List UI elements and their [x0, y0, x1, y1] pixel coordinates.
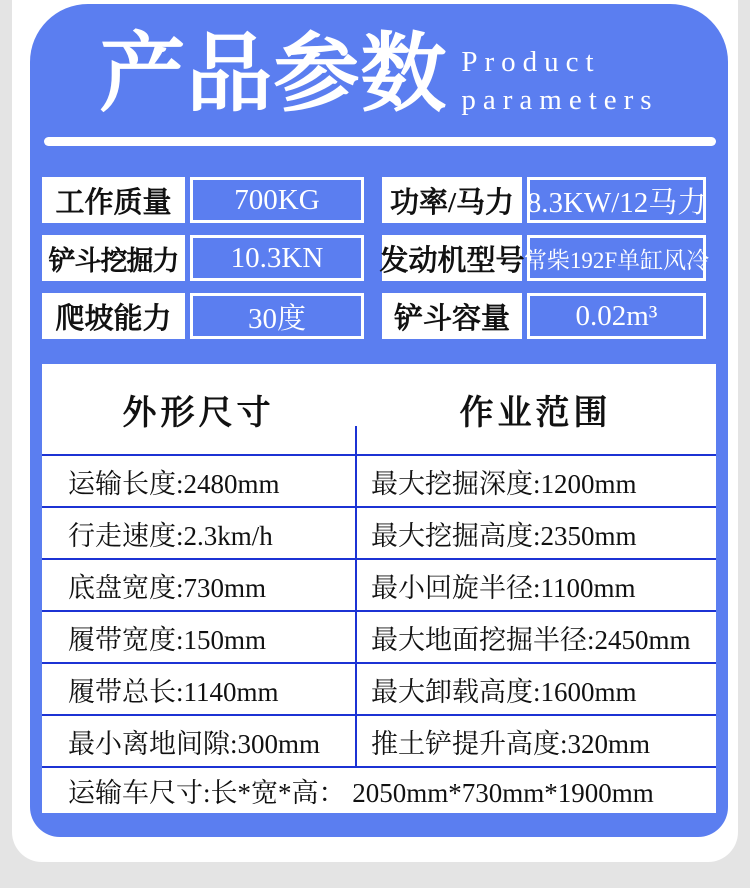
table-cell: 运输长度:2480mm — [68, 468, 280, 499]
page-title-en-line2: parameters — [461, 84, 659, 116]
spec-list — [30, 177, 728, 339]
table-cell: 履带总长:1140mm — [68, 676, 279, 707]
page-title-en — [461, 43, 658, 119]
table-cell: 最大地面挖掘半径:2450mm — [371, 624, 691, 655]
spec-label-power: 功率/马力 — [382, 177, 522, 223]
page-title-en-line1: Product — [461, 46, 601, 78]
table-row — [42, 716, 716, 768]
table-cell: 最大卸载高度:1600mm — [371, 676, 637, 707]
table-cell: 最大挖掘深度:1200mm — [371, 468, 637, 499]
spec-label-engine-model: 发动机型号 — [382, 235, 522, 281]
spec-label-climbing: 爬坡能力 — [42, 293, 185, 339]
table-vertical-divider — [355, 426, 357, 768]
spec-value-engine-model: 常柴192F单缸风冷 — [527, 235, 706, 281]
spec-label-bucket-capacity: 铲斗容量 — [382, 293, 522, 339]
table-footer-transport-size: 运输车尺寸:长*宽*高： 2050mm*730mm*1900mm — [68, 778, 654, 808]
table-row — [42, 456, 716, 508]
table-cell: 推土铲提升高度:320mm — [371, 728, 651, 759]
table-cell: 行走速度:2.3km/h — [68, 520, 273, 551]
table-header-row — [42, 364, 716, 456]
table-row — [42, 612, 716, 664]
spec-value-climbing: 30度 — [190, 293, 364, 339]
table-row — [42, 664, 716, 716]
table-cell: 底盘宽度:730mm — [68, 572, 267, 603]
header-divider — [44, 137, 716, 146]
spec-label-working-mass: 工作质量 — [42, 177, 185, 223]
spec-value-digging-force: 10.3KN — [190, 235, 364, 281]
product-parameters-panel — [30, 4, 728, 837]
dimensions-table — [42, 364, 716, 813]
spec-value-working-mass: 700KG — [190, 177, 364, 223]
table-row — [42, 508, 716, 560]
spec-row — [42, 235, 718, 281]
table-cell: 最小离地间隙:300mm — [68, 728, 321, 759]
table-header-dimensions: 外形尺寸 — [122, 394, 275, 432]
table-cell: 最大挖掘高度:2350mm — [371, 520, 637, 551]
spec-value-power: 8.3KW/12马力 — [527, 177, 706, 223]
table-header-working-range: 作业范围 — [459, 394, 612, 432]
spec-row — [42, 293, 718, 339]
table-cell: 最小回旋半径:1100mm — [371, 572, 636, 603]
page-card — [12, 0, 738, 862]
header — [30, 4, 728, 130]
table-row — [42, 560, 716, 612]
spec-label-digging-force: 铲斗挖掘力 — [42, 235, 185, 281]
spec-row — [42, 177, 718, 223]
spec-value-bucket-capacity: 0.02m³ — [527, 293, 706, 339]
page-title-cn: 产品参数 — [99, 26, 448, 122]
table-cell: 履带宽度:150mm — [68, 624, 267, 655]
